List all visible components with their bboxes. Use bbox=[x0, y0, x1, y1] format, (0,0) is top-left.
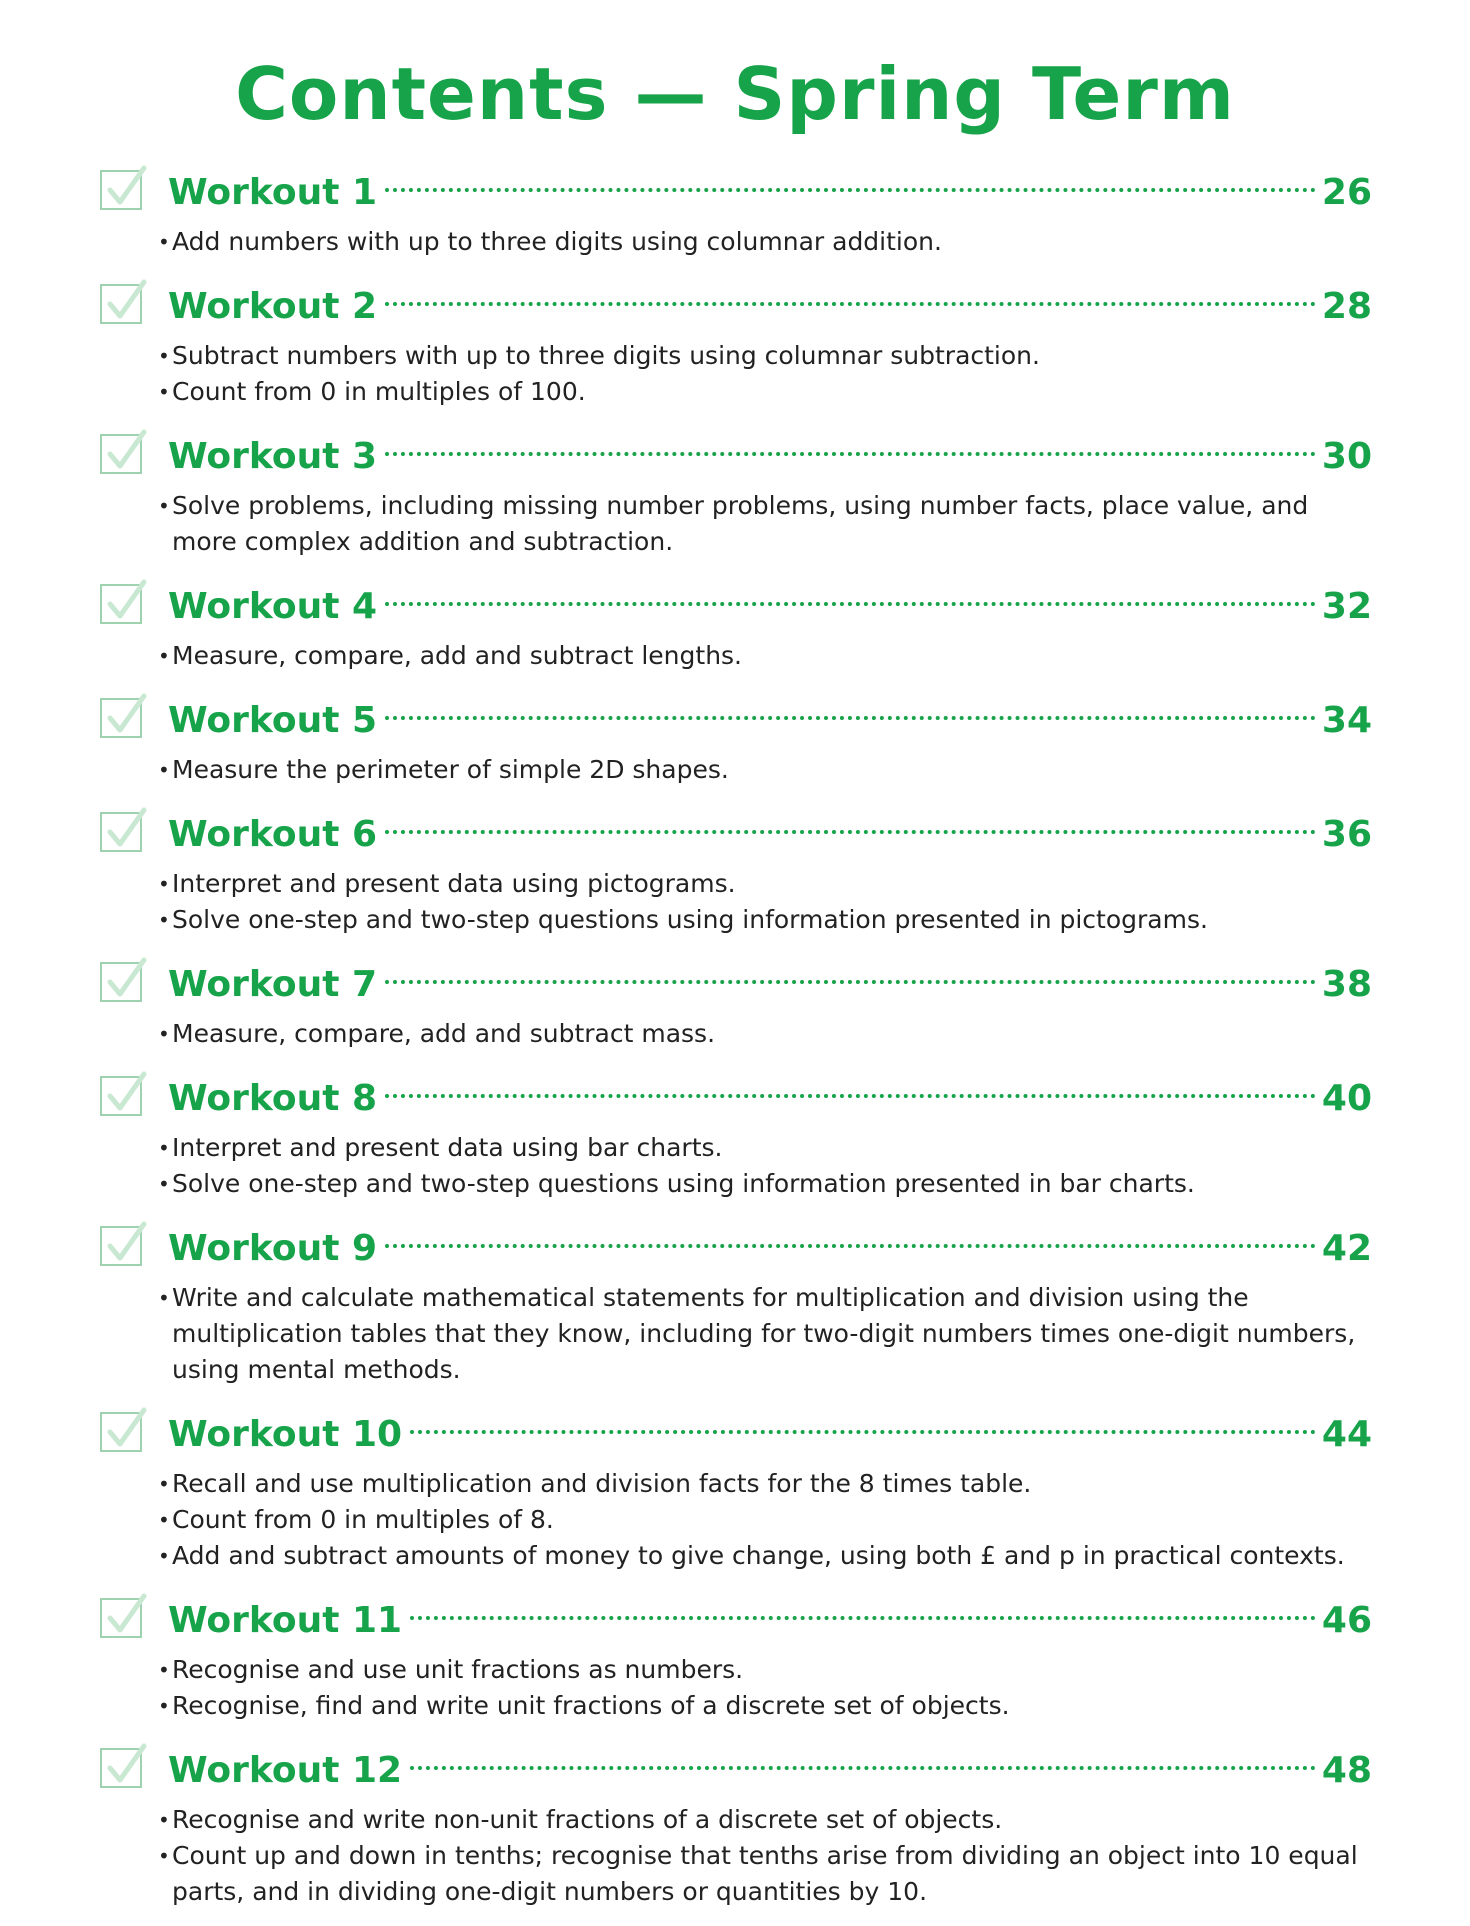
entry-title: Workout 10 bbox=[168, 1414, 403, 1455]
objective-list bbox=[100, 1652, 1372, 1724]
objective-list bbox=[100, 1016, 1372, 1052]
dotted-leader bbox=[385, 188, 1316, 192]
contents-entry bbox=[100, 954, 1372, 1052]
objective-list bbox=[100, 1802, 1372, 1910]
contents-entry bbox=[100, 690, 1372, 788]
objective-item: • Write and calculate mathematical statements for multiplication and division using the multiplication tables that they know, including for two-digit numbers times one-digit numbers, using mental methods. bbox=[158, 1280, 1372, 1388]
checkmark-icon bbox=[104, 1070, 148, 1116]
checkmark-icon bbox=[104, 428, 148, 474]
checkmark-icon bbox=[104, 806, 148, 852]
objective-list bbox=[100, 1466, 1372, 1574]
page-number: 44 bbox=[1321, 1414, 1372, 1455]
objective-item: • Interpret and present data using pictograms. bbox=[158, 866, 1372, 902]
objective-list bbox=[100, 1280, 1372, 1388]
dotted-leader bbox=[385, 1094, 1316, 1098]
page-number: 26 bbox=[1321, 172, 1372, 213]
entry-heading-row bbox=[100, 1068, 1372, 1130]
entry-title: Workout 11 bbox=[168, 1600, 403, 1641]
contents-entry bbox=[100, 426, 1372, 560]
dotted-leader bbox=[410, 1766, 1316, 1770]
checkbox-icon[interactable] bbox=[100, 1412, 142, 1452]
dotted-leader bbox=[385, 1244, 1316, 1248]
objective-item: • Recognise and use unit fractions as numbers. bbox=[158, 1652, 1372, 1688]
checkmark-icon bbox=[104, 956, 148, 1002]
checkmark-icon bbox=[104, 1742, 148, 1788]
objective-item: • Interpret and present data using bar charts. bbox=[158, 1130, 1372, 1166]
entry-heading-row bbox=[100, 276, 1372, 338]
objective-list bbox=[100, 1130, 1372, 1202]
checkbox-icon[interactable] bbox=[100, 170, 142, 210]
checkmark-icon bbox=[104, 1406, 148, 1452]
entry-title: Workout 2 bbox=[168, 286, 378, 327]
objective-list bbox=[100, 866, 1372, 938]
objective-list bbox=[100, 338, 1372, 410]
objective-item: • Solve problems, including missing number problems, using number facts, place value, and more complex addition and subtraction. bbox=[158, 488, 1372, 560]
objective-item: • Subtract numbers with up to three digits using columnar subtraction. bbox=[158, 338, 1372, 374]
checkbox-icon[interactable] bbox=[100, 812, 142, 852]
entry-title: Workout 12 bbox=[168, 1750, 403, 1791]
entry-heading-row bbox=[100, 690, 1372, 752]
entry-heading-row bbox=[100, 162, 1372, 224]
entry-title: Workout 5 bbox=[168, 700, 378, 741]
page-number: 32 bbox=[1321, 586, 1372, 627]
entry-heading-row bbox=[100, 1404, 1372, 1466]
objective-item: • Measure, compare, add and subtract mass. bbox=[158, 1016, 1372, 1052]
dotted-leader bbox=[385, 452, 1316, 456]
contents-entry bbox=[100, 162, 1372, 260]
contents-entry bbox=[100, 1404, 1372, 1574]
contents-entry bbox=[100, 576, 1372, 674]
objective-item: • Solve one-step and two-step questions using information presented in bar charts. bbox=[158, 1166, 1372, 1202]
checkmark-icon bbox=[104, 164, 148, 210]
checkmark-icon bbox=[104, 1592, 148, 1638]
dotted-leader bbox=[385, 980, 1316, 984]
page-number: 36 bbox=[1321, 814, 1372, 855]
checkbox-icon[interactable] bbox=[100, 1598, 142, 1638]
checkmark-icon bbox=[104, 278, 148, 324]
entry-heading-row bbox=[100, 426, 1372, 488]
entry-title: Workout 4 bbox=[168, 586, 378, 627]
contents-entry bbox=[100, 1740, 1372, 1910]
objective-item: • Add numbers with up to three digits using columnar addition. bbox=[158, 224, 1372, 260]
objective-item: • Recognise and write non-unit fractions of a discrete set of objects. bbox=[158, 1802, 1372, 1838]
checkbox-icon[interactable] bbox=[100, 434, 142, 474]
entry-title: Workout 1 bbox=[168, 172, 378, 213]
entry-heading-row bbox=[100, 1218, 1372, 1280]
objective-item: • Measure the perimeter of simple 2D shapes. bbox=[158, 752, 1372, 788]
objective-list bbox=[100, 224, 1372, 260]
objective-list bbox=[100, 752, 1372, 788]
contents-entry bbox=[100, 1590, 1372, 1724]
objective-item: • Measure, compare, add and subtract lengths. bbox=[158, 638, 1372, 674]
page-number: 40 bbox=[1321, 1078, 1372, 1119]
objective-list bbox=[100, 638, 1372, 674]
objective-item: • Count up and down in tenths; recognise that tenths arise from dividing an object into 10 equal parts, and in dividing one-digit numbers or quantities by 10. bbox=[158, 1838, 1372, 1910]
entry-heading-row bbox=[100, 954, 1372, 1016]
entry-heading-row bbox=[100, 1590, 1372, 1652]
page-number: 30 bbox=[1321, 436, 1372, 477]
contents-entry bbox=[100, 1218, 1372, 1388]
dotted-leader bbox=[410, 1616, 1316, 1620]
objective-item: • Add and subtract amounts of money to give change, using both £ and p in practical contexts. bbox=[158, 1538, 1372, 1574]
page-number: 38 bbox=[1321, 964, 1372, 1005]
objective-item: • Recognise, find and write unit fractions of a discrete set of objects. bbox=[158, 1688, 1372, 1724]
contents-entry bbox=[100, 804, 1372, 938]
checkbox-icon[interactable] bbox=[100, 1226, 142, 1266]
entry-title: Workout 7 bbox=[168, 964, 378, 1005]
checkbox-icon[interactable] bbox=[100, 584, 142, 624]
dotted-leader bbox=[385, 716, 1316, 720]
page-number: 34 bbox=[1321, 700, 1372, 741]
contents-entry bbox=[100, 1068, 1372, 1202]
checkbox-icon[interactable] bbox=[100, 962, 142, 1002]
entry-title: Workout 8 bbox=[168, 1078, 378, 1119]
objective-list bbox=[100, 488, 1372, 560]
objective-item: • Solve one-step and two-step questions using information presented in pictograms. bbox=[158, 902, 1372, 938]
page-number: 48 bbox=[1321, 1750, 1372, 1791]
objective-item: • Count from 0 in multiples of 8. bbox=[158, 1502, 1372, 1538]
entry-title: Workout 3 bbox=[168, 436, 378, 477]
entry-title: Workout 9 bbox=[168, 1228, 378, 1269]
checkmark-icon bbox=[104, 578, 148, 624]
entry-title: Workout 6 bbox=[168, 814, 378, 855]
checkmark-icon bbox=[104, 1220, 148, 1266]
checkbox-icon[interactable] bbox=[100, 1748, 142, 1788]
objective-item: • Count from 0 in multiples of 100. bbox=[158, 374, 1372, 410]
page-number: 42 bbox=[1321, 1228, 1372, 1269]
dotted-leader bbox=[385, 830, 1316, 834]
page-title: Contents — Spring Term bbox=[235, 52, 1235, 136]
checkbox-icon[interactable] bbox=[100, 1076, 142, 1116]
entry-heading-row bbox=[100, 576, 1372, 638]
dotted-leader bbox=[385, 602, 1316, 606]
entry-heading-row bbox=[100, 804, 1372, 866]
objective-item: • Recall and use multiplication and division facts for the 8 times table. bbox=[158, 1466, 1372, 1502]
entry-heading-row bbox=[100, 1740, 1372, 1802]
contents-list bbox=[100, 162, 1372, 1926]
page-number: 46 bbox=[1321, 1600, 1372, 1641]
checkbox-icon[interactable] bbox=[100, 284, 142, 324]
page-number: 28 bbox=[1321, 286, 1372, 327]
dotted-leader bbox=[385, 302, 1316, 306]
contents-entry bbox=[100, 276, 1372, 410]
dotted-leader bbox=[410, 1430, 1316, 1434]
checkmark-icon bbox=[104, 692, 148, 738]
checkbox-icon[interactable] bbox=[100, 698, 142, 738]
